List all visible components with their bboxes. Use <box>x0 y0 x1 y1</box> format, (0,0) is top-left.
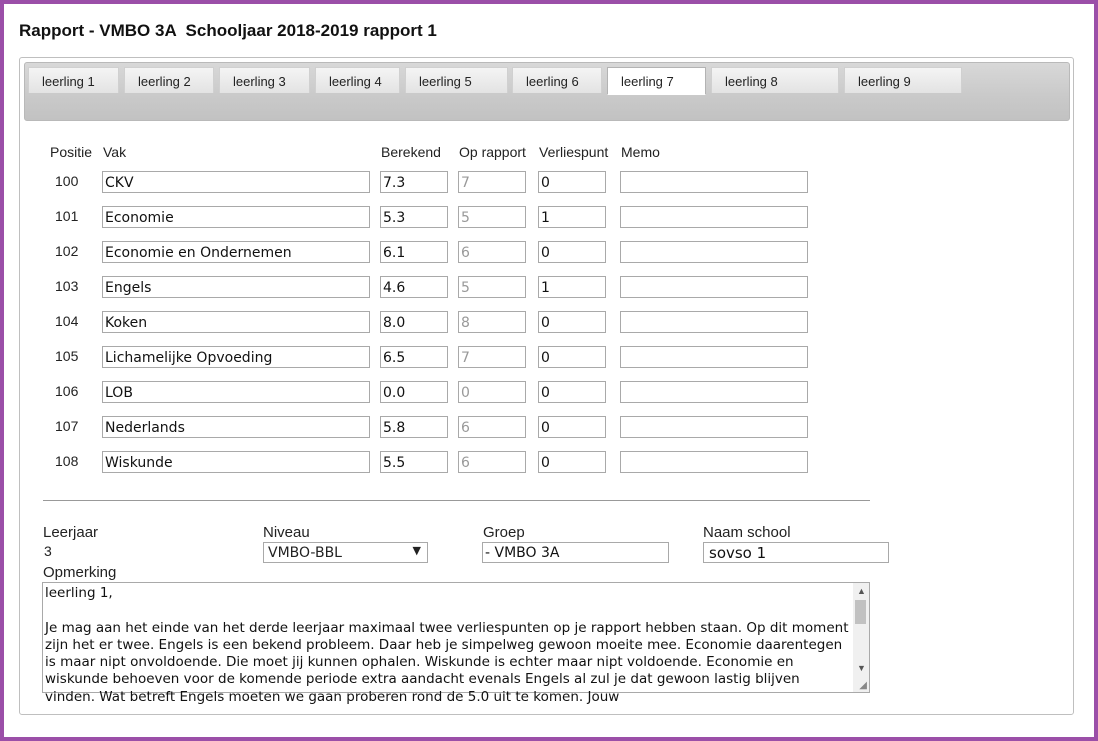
verliespunt-field[interactable]: 1 <box>538 276 606 298</box>
niveau-selected-value: VMBO-BBL <box>268 545 342 561</box>
op-rapport-field[interactable]: 6 <box>458 451 526 473</box>
berekend-field[interactable]: 0.0 <box>380 381 448 403</box>
memo-field[interactable] <box>620 381 808 403</box>
tab-leerling-5[interactable]: leerling 5 <box>405 67 508 93</box>
groep-label: Groep <box>483 524 525 541</box>
column-header-vak: Vak <box>103 144 127 160</box>
textarea-scrollbar[interactable] <box>853 583 869 692</box>
groep-field[interactable]: - VMBO 3A <box>482 542 669 563</box>
naam-school-field[interactable]: sovso 1 <box>703 542 889 563</box>
verliespunt-field[interactable]: 0 <box>538 451 606 473</box>
column-header-memo: Memo <box>621 144 660 160</box>
leerjaar-value: 3 <box>44 543 52 559</box>
verliespunt-field[interactable]: 0 <box>538 346 606 368</box>
berekend-field[interactable]: 7.3 <box>380 171 448 193</box>
resize-grip-icon[interactable]: ◢ <box>859 680 867 691</box>
memo-field[interactable] <box>620 171 808 193</box>
memo-field[interactable] <box>620 206 808 228</box>
vak-field[interactable]: Economie en Ondernemen <box>102 241 370 263</box>
memo-field[interactable] <box>620 276 808 298</box>
memo-field[interactable] <box>620 241 808 263</box>
verliespunt-field[interactable]: 0 <box>538 241 606 263</box>
row-positie: 100 <box>55 173 79 189</box>
berekend-field[interactable]: 4.6 <box>380 276 448 298</box>
verliespunt-field[interactable]: 0 <box>538 416 606 438</box>
tab-leerling-3[interactable]: leerling 3 <box>219 67 310 93</box>
vak-field[interactable]: Wiskunde <box>102 451 370 473</box>
row-positie: 106 <box>55 383 79 399</box>
op-rapport-field[interactable]: 7 <box>458 171 526 193</box>
tab-leerling-4[interactable]: leerling 4 <box>315 67 400 93</box>
memo-field[interactable] <box>620 346 808 368</box>
opmerking-text: leerling 1, Je mag aan het einde van het derde leerjaar maximaal twee verliespunten op je rapport hebben staan. Op dit moment zijn het er twee. Engels is een bekend probleem. Daar heb je simpelweg gewoon moeite mee. Economie daarentegen is maar nipt onvoldoende. Die moet jij kunnen ophalen. Wiskunde is echter maar nipt voldoende. Economie en wiskunde behoeven voor de komende periode extra aandacht evenals Engels al zul je dat gewoon lastig blijven vinden. Wat betreft Engels moeten we gaan proberen rond de 5.0 uit te komen. Jouw <box>45 585 849 705</box>
column-header-positie: Positie <box>50 144 93 160</box>
berekend-field[interactable]: 5.5 <box>380 451 448 473</box>
chevron-down-icon: ▼ <box>412 544 421 557</box>
vak-field[interactable]: Koken <box>102 311 370 333</box>
opmerking-textarea[interactable] <box>42 582 870 705</box>
row-positie: 103 <box>55 278 79 294</box>
scroll-down-icon[interactable]: ▼ <box>857 663 866 673</box>
tab-leerling-1[interactable]: leerling 1 <box>28 67 119 93</box>
op-rapport-field[interactable]: 8 <box>458 311 526 333</box>
memo-field[interactable] <box>620 451 808 473</box>
op-rapport-field[interactable]: 0 <box>458 381 526 403</box>
vak-field[interactable]: CKV <box>102 171 370 193</box>
niveau-select[interactable] <box>263 542 428 563</box>
berekend-field[interactable]: 5.3 <box>380 206 448 228</box>
row-positie: 105 <box>55 348 79 364</box>
scrollbar-thumb[interactable] <box>855 600 866 624</box>
vak-field[interactable]: Lichamelijke Opvoeding <box>102 346 370 368</box>
tab-leerling-2[interactable]: leerling 2 <box>124 67 214 93</box>
niveau-label: Niveau <box>263 524 310 541</box>
row-positie: 102 <box>55 243 79 259</box>
verliespunt-field[interactable]: 0 <box>538 381 606 403</box>
tab-leerling-8[interactable]: leerling 8 <box>711 67 839 93</box>
verliespunt-field[interactable]: 1 <box>538 206 606 228</box>
op-rapport-field[interactable]: 7 <box>458 346 526 368</box>
op-rapport-field[interactable]: 5 <box>458 206 526 228</box>
scroll-up-icon[interactable]: ▲ <box>857 586 866 596</box>
op-rapport-field[interactable]: 5 <box>458 276 526 298</box>
op-rapport-field[interactable]: 6 <box>458 241 526 263</box>
column-header-verliespunt: Verliespunt <box>539 144 609 160</box>
berekend-field[interactable]: 8.0 <box>380 311 448 333</box>
memo-field[interactable] <box>620 416 808 438</box>
row-positie: 104 <box>55 313 79 329</box>
opmerking-label: Opmerking <box>43 564 117 581</box>
vak-field[interactable]: Economie <box>102 206 370 228</box>
tab-leerling-7[interactable]: leerling 7 <box>607 67 706 95</box>
column-header-berekend: Berekend <box>381 144 441 160</box>
row-positie: 108 <box>55 453 79 469</box>
naam-school-label: Naam school <box>703 524 791 541</box>
op-rapport-field[interactable]: 6 <box>458 416 526 438</box>
memo-field[interactable] <box>620 311 808 333</box>
column-header-op-rapport: Op rapport <box>459 144 526 160</box>
verliespunt-field[interactable]: 0 <box>538 171 606 193</box>
divider <box>43 500 870 501</box>
vak-field[interactable]: Nederlands <box>102 416 370 438</box>
row-positie: 101 <box>55 208 79 224</box>
leerjaar-label: Leerjaar <box>43 524 99 541</box>
vak-field[interactable]: Engels <box>102 276 370 298</box>
row-positie: 107 <box>55 418 79 434</box>
berekend-field[interactable]: 6.5 <box>380 346 448 368</box>
page-title: Rapport - VMBO 3A Schooljaar 2018-2019 rapport 1 <box>19 21 437 40</box>
berekend-field[interactable]: 6.1 <box>380 241 448 263</box>
vak-field[interactable]: LOB <box>102 381 370 403</box>
tab-leerling-6[interactable]: leerling 6 <box>512 67 602 93</box>
tab-leerling-9[interactable]: leerling 9 <box>844 67 962 93</box>
verliespunt-field[interactable]: 0 <box>538 311 606 333</box>
berekend-field[interactable]: 5.8 <box>380 416 448 438</box>
